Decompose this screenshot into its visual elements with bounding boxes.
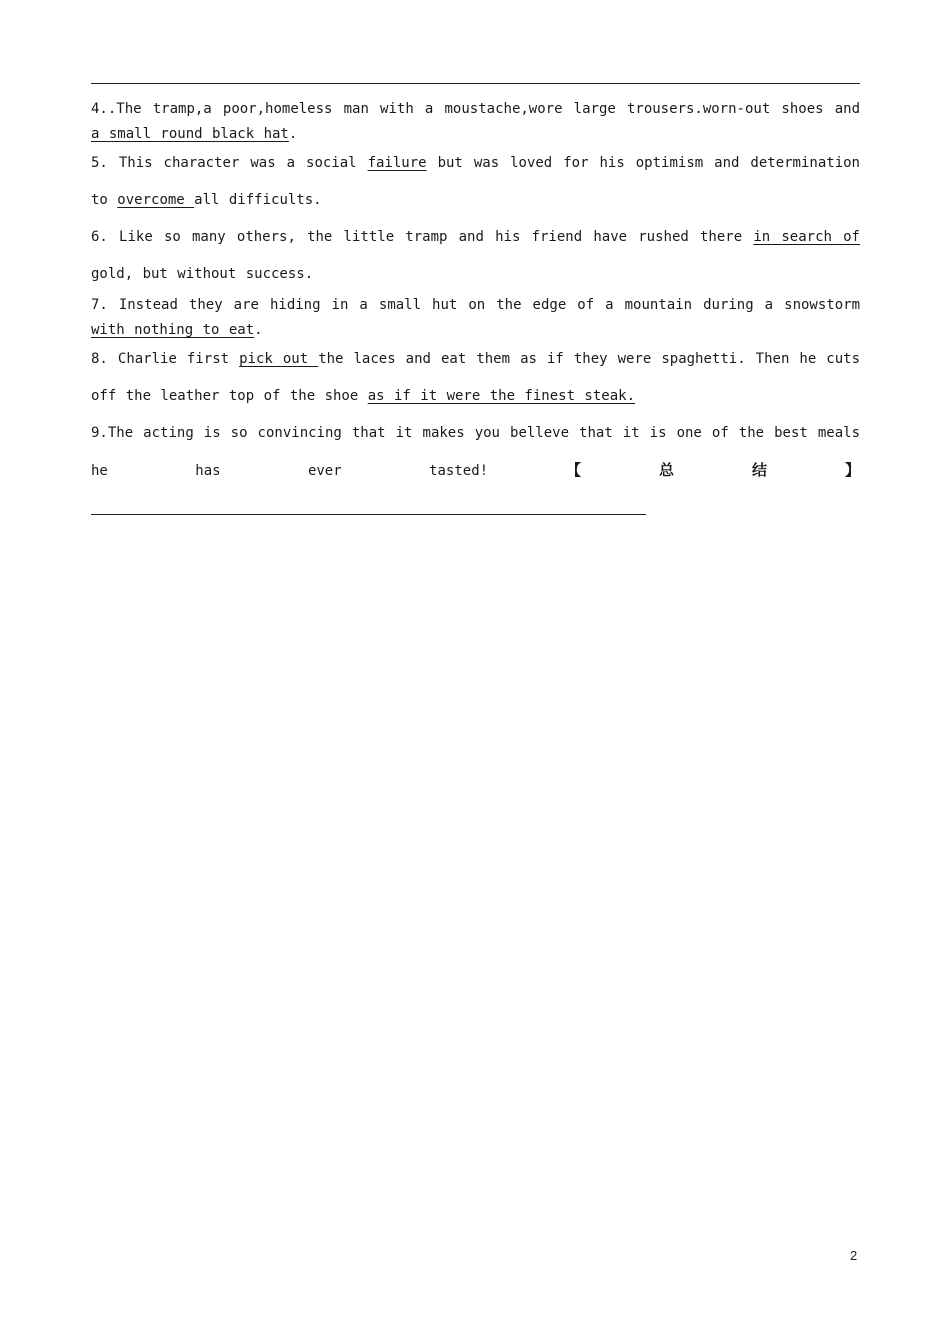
- sentence-6: [91, 219, 860, 293]
- page-number: 2: [850, 1248, 858, 1263]
- segment: but was loved for his optimism and determination to: [91, 155, 860, 208]
- segment: gold, but without success.: [91, 266, 314, 282]
- segment: 5. This character was a social: [91, 155, 368, 171]
- underlined-phrase: pick out: [239, 351, 319, 367]
- underlined-phrase: with nothing to eat: [91, 322, 255, 338]
- sentence-8: [91, 341, 860, 415]
- summary-label: 【总结】: [488, 461, 860, 479]
- segment: .: [254, 322, 263, 338]
- underlined-phrase: in search of: [753, 229, 860, 245]
- underlined-phrase: overcome: [117, 192, 195, 208]
- underlined-phrase: as if it were the finest steak.: [367, 388, 636, 404]
- segment: 4..The tramp,a poor,homeless man with a moustache,wore large trousers.worn-out shoes and: [91, 101, 860, 117]
- sentence-5: [91, 145, 860, 219]
- exercise-list: [91, 97, 860, 527]
- segment: 6. Like so many others, the little tramp and his friend have rushed there: [91, 229, 754, 245]
- segment: 8. Charlie first: [91, 351, 240, 367]
- summary-answer-blank[interactable]: [91, 500, 646, 515]
- sentence-9: [91, 415, 860, 527]
- segment: 7. Instead they are hiding in a small hut on the edge of a mountain during a snowstorm: [91, 297, 860, 313]
- underlined-phrase: a small round black hat: [91, 126, 289, 142]
- segment: all difficults.: [194, 192, 322, 208]
- header-rule: [91, 83, 860, 84]
- sentence-7: [91, 293, 860, 343]
- sentence-4: [91, 97, 860, 147]
- segment: .: [288, 126, 298, 142]
- underlined-phrase: failure: [367, 155, 427, 171]
- segment: the laces and eat them as if they were spaghetti. Then he cuts off the leather top of the shoe: [91, 351, 861, 404]
- segment: 9.The acting is so convincing that it makes you belleve that it is one of the best meals he has ever tasted!: [91, 425, 860, 479]
